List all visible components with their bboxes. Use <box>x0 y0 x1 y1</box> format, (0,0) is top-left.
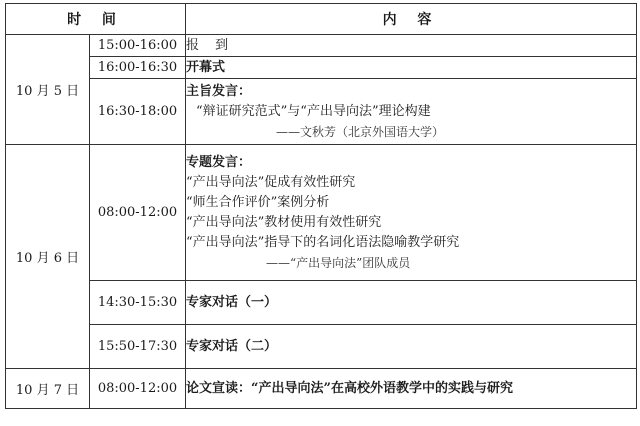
table-row <box>6 57 637 79</box>
content-title: 主旨发言： <box>186 83 252 99</box>
content-cell: 专家对话（二） <box>186 325 637 369</box>
date-cell-day1: 10 月 5 日 <box>6 35 90 145</box>
content-cell: 开幕式 <box>186 57 637 79</box>
date-cell-day3: 10 月 7 日 <box>6 369 90 409</box>
speaker-credit: ——文秋芳（北京外国语大学） <box>276 124 445 139</box>
time-header: 时 间 <box>6 4 186 35</box>
time-cell: 15:50-17:30 <box>90 325 186 369</box>
content-cell: 论文宣读：“产出导向法”在高校外语教学中的实践与研究 <box>186 369 637 409</box>
content-cell <box>186 145 637 281</box>
date-cell-day2: 10 月 6 日 <box>6 145 90 369</box>
talk-item: “产出导向法”指导下的名词化语法隐喻教学研究 <box>186 234 460 250</box>
table-row <box>6 369 637 409</box>
talk-item: “师生合作评价”案例分析 <box>186 194 330 210</box>
content-header: 内 容 <box>186 4 637 35</box>
schedule-table <box>5 3 637 409</box>
table-row <box>6 145 637 281</box>
talk-item: “产出导向法”教材使用有效性研究 <box>186 214 382 230</box>
content-cell: 报 到 <box>186 35 637 57</box>
table-row <box>6 79 637 145</box>
table-row <box>6 35 637 57</box>
time-cell: 14:30-15:30 <box>90 281 186 325</box>
table-row <box>6 281 637 325</box>
talk-item: “产出导向法”促成有效性研究 <box>186 174 356 190</box>
content-cell: 专家对话（一） <box>186 281 637 325</box>
time-cell: 15:00-16:00 <box>90 35 186 57</box>
content-cell <box>186 79 637 145</box>
header-row <box>6 4 637 35</box>
content-title: 专题发言： <box>186 154 252 170</box>
talk-item: “辩证研究范式”与“产出导向法”理论构建 <box>196 103 431 119</box>
time-cell: 08:00-12:00 <box>90 145 186 281</box>
speaker-credit: ——“产出导向法”团队成员 <box>266 255 411 270</box>
time-cell: 16:00-16:30 <box>90 57 186 79</box>
time-cell: 16:30-18:00 <box>90 79 186 145</box>
time-cell: 08:00-12:00 <box>90 369 186 409</box>
table-row <box>6 325 637 369</box>
